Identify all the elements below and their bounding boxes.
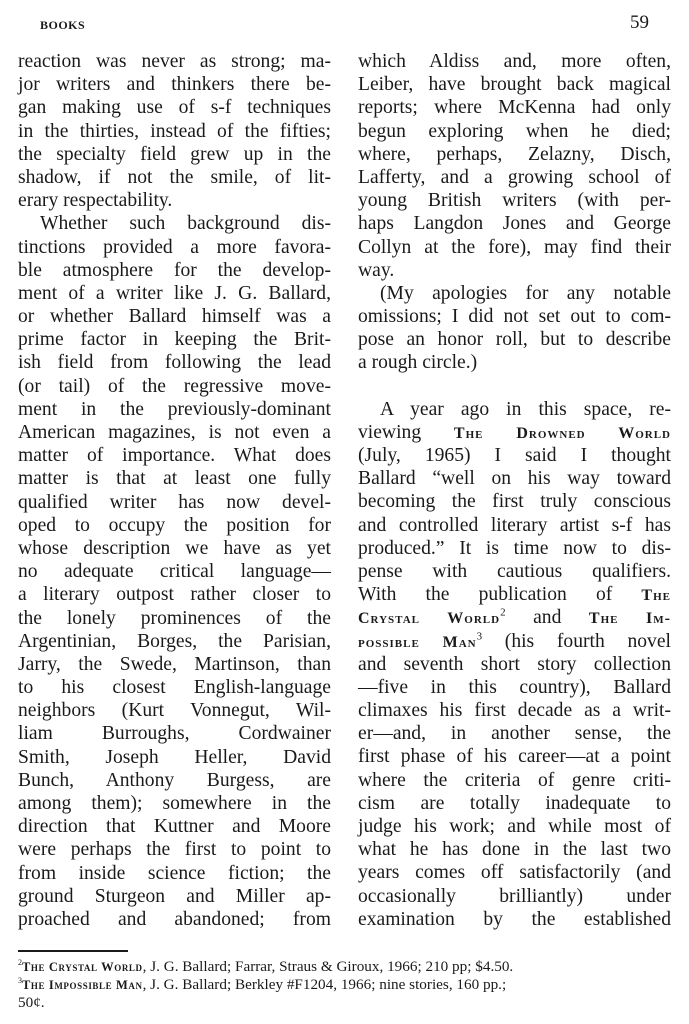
text-line: judge his work; and while most of <box>358 816 671 837</box>
text-line: cism are totally inadequate to <box>358 792 671 814</box>
right-column <box>358 50 671 931</box>
text-line: Bunch, Anthony Burgess, are <box>18 769 331 791</box>
text-line: climaxes his first decade as a writ- <box>358 700 671 722</box>
text-line: pense with cautious qualifiers. <box>358 560 671 582</box>
text-line: Argentinian, Borges, the Parisian, <box>18 630 331 652</box>
text-line: ground Sturgeon and Miller ap- <box>18 885 331 907</box>
text-line: proached and abandoned; from <box>18 908 331 930</box>
text-line: reaction was never as strong; ma- <box>18 51 331 72</box>
text-line: a literary outpost rather closer to <box>18 584 331 606</box>
text-fragment: and <box>505 607 589 629</box>
text-line: pose an honor roll, but to describe <box>358 329 671 351</box>
text-line: shadow, if not the smile, of lit- <box>18 166 331 188</box>
text-line: where, perhaps, Zelazny, Disch, <box>358 143 671 165</box>
text-line: a rough circle.) <box>358 352 478 374</box>
text-line <box>358 630 671 653</box>
text-line: whose description we have as yet <box>18 537 331 559</box>
text-line: gan making use of s-f techniques <box>18 97 331 119</box>
footnotes <box>18 958 678 1011</box>
text-line: tinctions provided a more favora- <box>18 236 331 258</box>
left-column <box>18 50 331 931</box>
text-line <box>358 606 671 629</box>
text-line: (My apologies for any notable <box>380 282 671 304</box>
footnote-title: The Crystal World <box>22 960 143 974</box>
text-line: (or tail) of the regressive move- <box>18 375 331 397</box>
text-line: ment of a writer like J. G. Ballard, <box>18 282 331 304</box>
footnote-rule <box>18 950 128 952</box>
text-line: Whether such background dis- <box>40 213 331 235</box>
text-line: were perhaps the first to point to <box>18 839 331 861</box>
book-title: possible Man <box>358 633 477 651</box>
text-line: produced.” It is time now to dis- <box>358 537 671 559</box>
text-fragment: With the publication of <box>358 584 642 606</box>
text-line: Leiber, have brought back magical <box>358 74 671 96</box>
footnote-ref[interactable]: 2 <box>500 606 506 619</box>
text-line: ish field from following the lead <box>18 352 331 374</box>
text-line: liam Burroughs, Cordwainer <box>18 723 331 745</box>
text-line: which Aldiss and, more often, <box>358 51 671 72</box>
text-line: examination by the established <box>358 908 671 930</box>
text-line: occasionally brilliantly) under <box>358 885 671 907</box>
footnote-ref[interactable]: 3 <box>476 629 483 642</box>
text-line: or whether Ballard himself was a <box>18 306 331 328</box>
paragraph-apologies <box>358 282 671 375</box>
text-line: ment in the previously-dominant <box>18 398 331 420</box>
text-line: —five in this country), Ballard <box>358 676 671 698</box>
book-title: The Im- <box>588 610 671 628</box>
text-line: (July, 1965) I said I thought <box>358 445 671 466</box>
paragraph-continuation <box>358 50 671 282</box>
text-line: A year ago in this space, re- <box>380 398 671 420</box>
text-line: what he has done in the last two <box>358 839 671 861</box>
text-line: where the criteria of genre criti- <box>358 769 671 791</box>
page-number: 59 <box>630 12 649 33</box>
text-line: matter of importance. What does <box>18 445 331 467</box>
text-line: Collyn at the fore), may find their <box>358 236 671 258</box>
footnote-text-continuation: 50¢. <box>18 994 45 1011</box>
text-line: ble atmosphere for the develop- <box>18 259 331 281</box>
text-line: becoming the first truly conscious <box>358 491 671 513</box>
text-line: Jarry, the Swede, Martinson, than <box>18 653 331 675</box>
book-title: The Drowned World <box>453 424 671 442</box>
text-line: and controlled literary artist s-f has <box>358 514 671 536</box>
text-line: from inside science fiction; the <box>18 862 331 884</box>
footnote <box>18 976 678 1011</box>
text-line: among them); somewhere in the <box>18 793 331 814</box>
footnote-text: , J. G. Ballard; Berkley #F1204, 1966; nine stories, 160 pp.; <box>142 976 507 993</box>
text-line: prime factor in keeping the Brit- <box>18 329 331 351</box>
paragraph-review <box>358 398 671 931</box>
text-line: qualified writer has now devel- <box>18 491 331 513</box>
text-line: the specialty field grew up in the <box>18 143 331 165</box>
text-line: in the thirties, instead of the fifties; <box>18 120 331 142</box>
text-line: direction that Kuttner and Moore <box>18 816 331 838</box>
text-line: American magazines, is not even a <box>18 422 331 443</box>
text-line: the lonely prominences of the <box>18 607 331 629</box>
book-title: Crystal World <box>358 610 501 628</box>
text-line: reports; where McKenna had only <box>358 97 671 119</box>
text-line: matter is that at least one fully <box>18 468 331 490</box>
text-line <box>358 421 671 444</box>
text-line: and seventh short story collection <box>358 653 671 675</box>
text-line: haps Langdon Jones and George <box>358 213 671 235</box>
text-line: oped to occupy the position for <box>18 514 331 536</box>
text-line: jor writers and thinkers there be- <box>18 74 331 96</box>
text-line: way. <box>358 259 395 281</box>
footnote-marker: 3 <box>18 975 22 985</box>
text-fragment: viewing <box>358 421 454 443</box>
footnote-text: , J. G. Ballard; Farrar, Straus & Giroux, 1966; 210 pp; $4.50. <box>142 958 514 975</box>
text-line: Smith, Joseph Heller, David <box>18 746 331 768</box>
text-line: no adequate critical language— <box>18 561 331 583</box>
text-line: erary respectability. <box>18 190 173 212</box>
footnote-marker: 2 <box>18 957 22 967</box>
footnote <box>18 958 678 976</box>
text-line: young British writers (with per- <box>358 190 671 212</box>
book-title: The <box>641 587 671 605</box>
running-head: BOOKS <box>40 18 86 32</box>
text-fragment: (his fourth novel <box>482 630 671 652</box>
text-line: to his closest English-language <box>18 677 331 699</box>
text-line: Ballard “well on his way toward <box>358 468 671 490</box>
text-line: begun exploring when he died; <box>358 120 671 142</box>
text-line <box>358 583 671 606</box>
text-line: neighbors (Kurt Vonnegut, Wil- <box>18 700 331 722</box>
text-line: first phase of his career—at a point <box>358 746 671 768</box>
text-line: er—and, in another sense, the <box>358 723 671 745</box>
text-line: omissions; I did not set out to com- <box>358 306 671 328</box>
text-line: years comes off satisfactorily (and <box>358 862 671 884</box>
section-break <box>358 375 671 398</box>
text-line: Lafferty, and a growing school of <box>358 166 671 188</box>
footnote-title: The Impossible Man <box>22 978 143 992</box>
